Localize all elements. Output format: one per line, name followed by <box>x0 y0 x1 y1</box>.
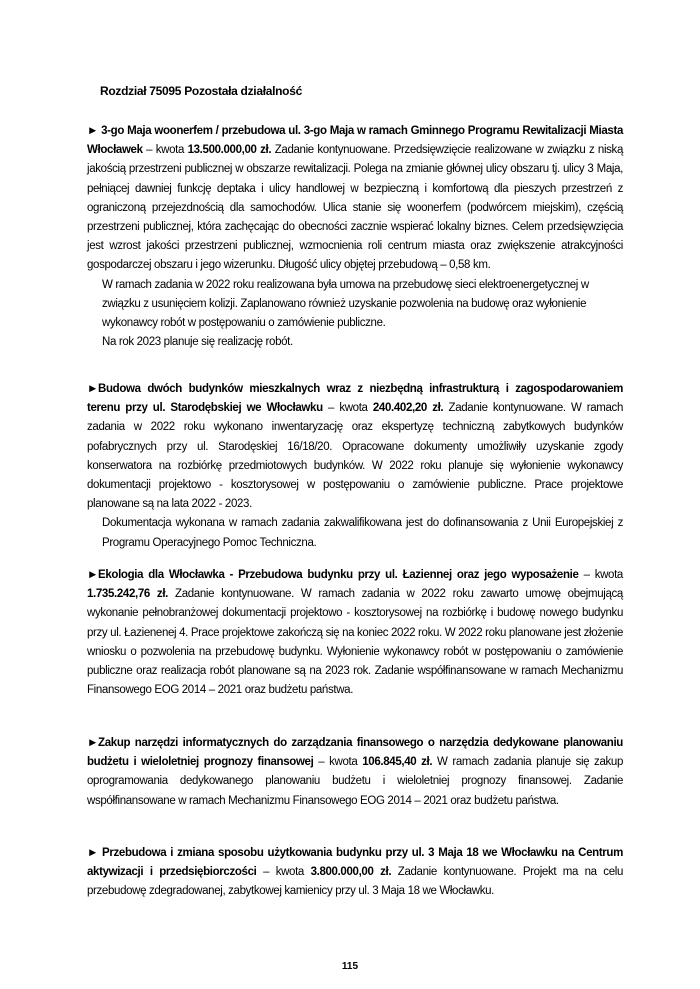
bullet-arrow-icon: ► <box>87 383 99 395</box>
bullet-arrow-icon: ► <box>87 125 102 137</box>
task-lead <box>87 844 623 902</box>
task-title: 3-go Maja woonerfem / przebudowa ul. 3-go Maja w ramach Gminnego Programu Rewitalizacji Miasta Włocławek <box>87 125 623 157</box>
task-description: Zadanie kontynuowane. Przedsięwzięcie realizowane w związku z niską jakością przestrzeni publicznej w obszarze rewitalizacji. Polega na zmianie głównej ulicy obszaru tj. ulicy 3 Maja, pełniącej dawniej funkcję deptaka i ulicy handlowej w bezpieczną i komfortową dla pieszych przestrzeń z ograniczoną przejezdnością dla samochodów. Ulica stanie się woonerfem (podwórcem miejskim), częścią przestrzeni publicznej, która zachęcając do obecności zacznie wspierać lokalny biznes. Celem przedsięwzięcia jest wzrost jakości przestrzeni publicznej, wzmocnienia roli centrum miasta oraz zwiększenie atrakcyjności gospodarczej obszaru i jego wizerunku. Długość ulicy objętej przebudową – 0,58 km. <box>87 144 623 272</box>
task-title: Przebudowa i zmiana sposobu użytkowania budynku przy ul. 3 Maja 18 we Włocławku na Centrum aktywizacji i przedsiębiorczości <box>87 847 623 879</box>
task-title: Ekologia dla Włocławka - Przebudowa budynku przy ul. Łaziennej oraz jego wyposażenie <box>98 569 579 581</box>
chapter-heading: Rozdział 75095 Pozostała działalność <box>100 84 302 98</box>
task-section-5 <box>87 844 623 902</box>
bullet-arrow-icon: ► <box>87 737 99 749</box>
task-title: Budowa dwóch budynków mieszkalnych wraz z niezbędną infrastrukturą i zagospodarowaniem terenu przy ul. Starodębskiej we Włocławku <box>87 383 623 415</box>
page-number: 115 <box>341 961 359 972</box>
amount-prefix: – kwota <box>142 144 188 157</box>
task-amount: 3.800.000,00 zł. <box>310 866 392 879</box>
task-section-2 <box>87 380 623 553</box>
task-title: Zakup narzędzi informatycznych do zarządzania finansowego o narzędzia dedykowane planowaniu budżetu i wieloletniej prognozy finansowej <box>87 737 623 769</box>
task-lead <box>87 122 623 276</box>
task-section-1 <box>87 122 623 352</box>
task-amount: 106.845,40 zł. <box>362 756 433 769</box>
task-section-4 <box>87 734 623 811</box>
task-section-3 <box>87 566 623 700</box>
task-paragraph: W ramach zadania w 2022 roku realizowana była umowa na przebudowę sieci elektroenergetycznej w związku z usunięciem kolizji. Zaplanowano również uzyskanie pozwolenia na budowę oraz wyłonienie wykonawcy robót w postępowaniu o zamówienie publiczne. <box>102 278 589 330</box>
amount-prefix: – kwota <box>256 866 311 879</box>
task-lead <box>87 566 623 700</box>
amount-prefix: – kwota <box>313 756 363 769</box>
task-amount: 13.500.000,00 zł. <box>187 144 272 157</box>
task-amount: 1.735.242,76 zł. <box>87 588 169 601</box>
task-lead <box>87 734 623 811</box>
bullet-arrow-icon: ► <box>87 569 99 581</box>
task-lead <box>87 380 623 514</box>
task-description: W ramach zadania planuje się zakup oprogramowania dedykowanego planowaniu budżetu i wieloletniej prognozy finansowej. Zadanie współfinansowane w ramach Mechanizmu Finansowego EOG 2014 – 2021 oraz budżetu państwa. <box>87 756 623 807</box>
amount-prefix: – kwota <box>578 569 623 581</box>
bullet-arrow-icon: ► <box>87 847 103 859</box>
task-amount: 240.402,20 zł. <box>372 402 444 415</box>
task-description: Zadanie kontynuowane. W ramach zadania w 2022 roku zawarto umowę obejmującą wykonanie pełnobranżowej dokumentacji projektowo - kosztorysowej na rozbiórkę i budowę nowego budynku przy ul. Łazienenej 4. Prace projektowe zakończą się na koniec 2022 roku. W 2022 roku planowane jest złożenie wniosku o pozwolenia na przebudowę budynku. Wyłonienie wykonawcy robót w postępowaniu o zamówienie publiczne oraz realizacja robót planowane są na 2023 rok. Zadanie współfinansowane w ramach Mechanizmu Finansowego EOG 2014 – 2021 oraz budżetu państwa. <box>87 588 623 697</box>
task-paragraph: Dokumentacja wykonana w ramach zadania zakwalifikowana jest do dofinansowania z Unii Europejskiej z Programu Operacyjnego Pomoc Techniczna. <box>102 517 623 549</box>
task-description: Zadanie kontynuowane. Projekt ma na celu przebudowę zdegradowanej, zabytkowej kamienicy przy ul. 3 Maja 18 we Włocławku. <box>87 866 623 898</box>
amount-prefix: – kwota <box>322 402 373 415</box>
task-description: Zadanie kontynuowane. W ramach zadania w 2022 roku wykonano inwentaryzację oraz ekspertyzę techniczną zabytkowych budynków pofabrycznych przy ul. Starodęskiej 16/18/20. Opracowane dokumenty umożliwiły uzyskanie zgody konserwatora na rozbiórkę przedmiotowych budynków. W 2022 roku planuje się wyłonienie wykonawcy dokumentacji projektowo - kosztorysowej w postępowaniu o zamówienie publiczne. Prace projektowe planowane są na lata 2022 - 2023. <box>87 402 623 511</box>
task-paragraph: Na rok 2023 planuje się realizację robót. <box>102 336 293 349</box>
